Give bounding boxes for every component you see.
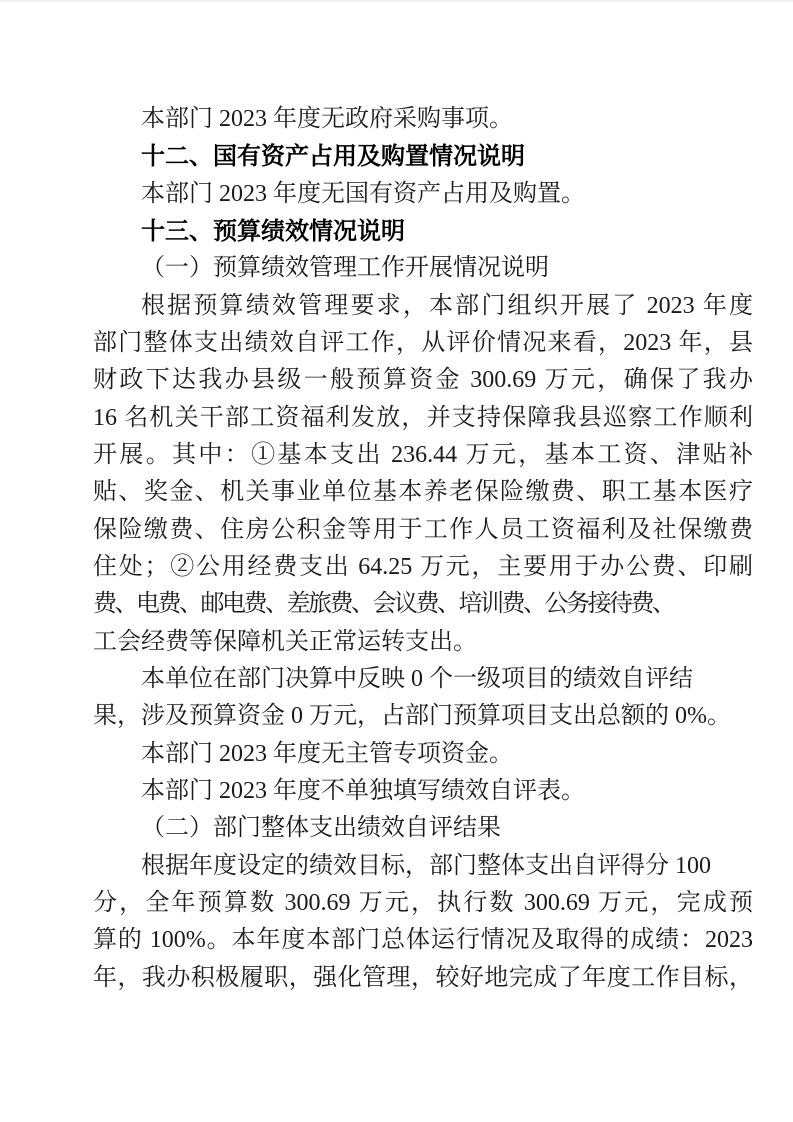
text-line: 年，我办积极履职，强化管理，较好地完成了年度工作目标， [93, 964, 753, 991]
text-line: 财政下达我办县级一般预算资金 300.69 万元，确保了我办 [93, 367, 753, 394]
text-line: 住处；②公用经费支出 64.25 万元，主要用于办公费、印刷 [93, 553, 753, 580]
subsection-heading: （二）部门整体支出绩效自评结果 [141, 815, 501, 842]
text-line: 本单位在部门决算中反映 0 个一级项目的绩效自评结 [141, 665, 693, 692]
text-line: 保险缴费、住房公积金等用于工作人员工资福利及社保缴费 [93, 516, 753, 543]
text-line: 本部门 2023 年度无主管专项资金。 [141, 740, 513, 767]
text-line: 开展。其中：①基本支出 236.44 万元，基本工资、津贴补 [93, 441, 753, 468]
page-top-edge [0, 0, 793, 2]
section-heading: 十三、预算绩效情况说明 [141, 217, 405, 245]
text-line: 本部门 2023 年度不单独填写绩效自评表。 [141, 777, 585, 804]
text-line: 根据预算绩效管理要求，本部门组织开展了 2023 年度 [141, 292, 753, 319]
text-line: 工会经费等保障机关正常运转支出。 [93, 628, 477, 655]
text-line: 部门整体支出绩效自评工作，从评价情况来看，2023 年，县 [93, 329, 753, 356]
text-line: 贴、奖金、机关事业单位基本养老保险缴费、职工基本医疗 [93, 479, 753, 506]
text-line: 根据年度设定的绩效目标，部门整体支出自评得分 100 [141, 852, 711, 879]
text-line: 16 名机关干部工资福利发放，并支持保障我县巡察工作顺利 [93, 404, 753, 431]
text-line: 算的 100%。本年度本部门总体运行情况及取得的成绩：2023 [93, 927, 753, 954]
text-line: 本部门 2023 年度无政府采购事项。 [141, 106, 513, 132]
section-heading: 十二、国有资产占用及购置情况说明 [141, 143, 525, 171]
text-line: 果，涉及预算资金 0 万元，占部门预算项目支出总额的 0%。 [93, 703, 731, 730]
text-line: 本部门 2023 年度无国有资产占用及购置。 [141, 180, 585, 207]
text-line: 分，全年预算数 300.69 万元，执行数 300.69 万元，完成预 [93, 889, 753, 916]
text-line: 费、电费、邮电费、差旅费、会议费、培训费、公务接待费、 [93, 591, 674, 618]
document-body [93, 101, 753, 997]
subsection-heading: （一）预算绩效管理工作开展情况说明 [141, 255, 549, 282]
